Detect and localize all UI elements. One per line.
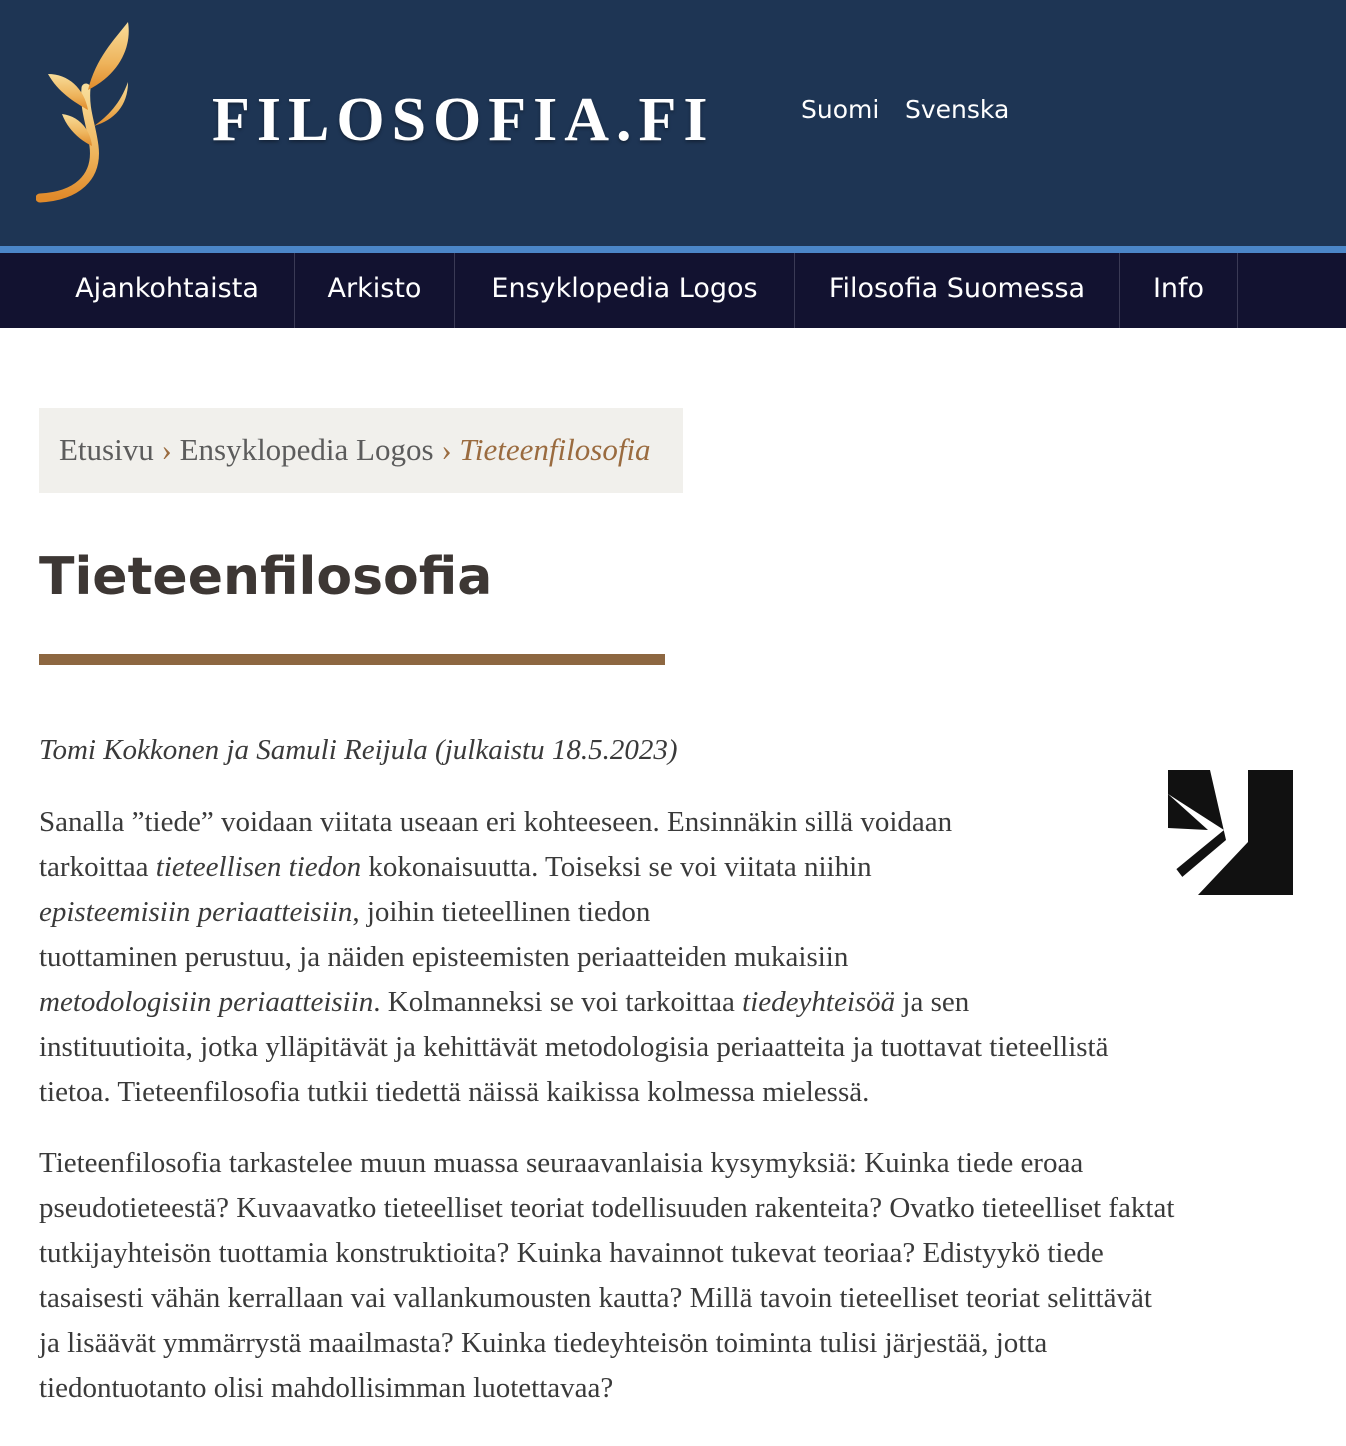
emphasis: tieteellisen tiedon <box>155 851 362 883</box>
text-line: tarkoittaa tieteellisen tiedon kokonaisuutta. Toiseksi se voi viitata niihin <box>39 851 872 883</box>
emphasis: tiedeyhteisöä <box>742 986 896 1018</box>
text-line: tietoa. Tieteenfilosofia tutkii tiedettä näissä kaikissa kolmessa mielessä. <box>39 1076 870 1108</box>
nav-separator <box>1237 253 1238 328</box>
text-line: metodologisiin periaatteisiin. Kolmanneksi se voi tarkoittaa tiedeyhteisöä ja sen <box>39 986 970 1018</box>
text-line: ja lisäävät ymmärrystä maailmasta? Kuinka tiedeyhteisön toiminta tulisi järjestää, jotta <box>39 1327 1048 1359</box>
breadcrumb-link-etusivu[interactable]: Etusivu <box>59 432 154 467</box>
emphasis: episteemisiin periaatteisiin <box>39 896 353 928</box>
wheat-logo-icon[interactable] <box>36 18 136 204</box>
breadcrumb-current: Tieteenfilosofia <box>459 432 651 467</box>
breadcrumb-link-ensyklopedia-logos[interactable]: Ensyklopedia Logos <box>179 432 434 467</box>
language-svenska-link[interactable]: Svenska <box>905 95 1010 124</box>
site-logo-text[interactable]: FILOSOFIA.FI <box>212 86 715 154</box>
nav-item-ensyklopedia-logos[interactable]: Ensyklopedia Logos <box>491 273 758 304</box>
breadcrumb-separator: › <box>161 432 172 467</box>
text-line: pseudotieteestä? Kuvaavatko tieteelliset teoriat todellisuuden rakenteita? Ovatko tieteelliset faktat <box>39 1192 1175 1224</box>
language-suomi-link[interactable]: Suomi <box>801 95 880 124</box>
nav-item-filosofia-suomessa[interactable]: Filosofia Suomessa <box>828 273 1086 304</box>
main-navigation <box>0 253 1346 328</box>
breadcrumb-separator: › <box>441 432 452 467</box>
nav-item-ajankohtaista[interactable]: Ajankohtaista <box>75 273 259 304</box>
breadcrumb <box>39 408 683 493</box>
text-line: instituutioita, jotka ylläpitävät ja kehittävät metodologisia periaatteita ja tuottavat tieteellistä <box>39 1031 1109 1063</box>
text-line: tiedontuotanto olisi mahdollisimman luotettavaa? <box>39 1372 614 1404</box>
page-title: Tieteenfilosofia <box>39 547 493 607</box>
text-line: Tieteenfilosofia tarkastelee muun muassa seuraavanlaisia kysymyksiä: Kuinka tiede eroaa <box>39 1147 1084 1179</box>
text-line: tasaisesti vähän kerrallaan vai vallankumousten kautta? Millä tavoin tieteelliset teoriat selittävät <box>39 1282 1152 1314</box>
emphasis: metodologisiin periaatteisiin <box>39 986 374 1018</box>
header-accent-bar <box>0 246 1346 253</box>
text-line: tutkijayhteisön tuottamia konstruktioita? Kuinka havainnot tukevat teoriaa? Edistyykö tiede <box>39 1237 1104 1269</box>
text-line: episteemisiin periaatteisiin, joihin tieteellinen tiedon <box>39 896 651 928</box>
text-line: Sanalla ”tiede” voidaan viitata useaan eri kohteeseen. Ensinnäkin sillä voidaan <box>39 806 953 838</box>
text-line: tuottaminen perustuu, ja näiden episteemisten periaatteiden mukaisiin <box>39 941 849 973</box>
nav-item-arkisto[interactable]: Arkisto <box>327 273 422 304</box>
article-byline: Tomi Kokkonen ja Samuli Reijula (julkaistu 18.5.2023) <box>39 734 678 766</box>
title-divider <box>39 654 665 665</box>
site-header <box>0 0 1346 246</box>
article-paragraph <box>39 1141 1334 1411</box>
nav-item-info[interactable]: Info <box>1152 273 1205 304</box>
article-paragraph <box>39 800 1279 1115</box>
